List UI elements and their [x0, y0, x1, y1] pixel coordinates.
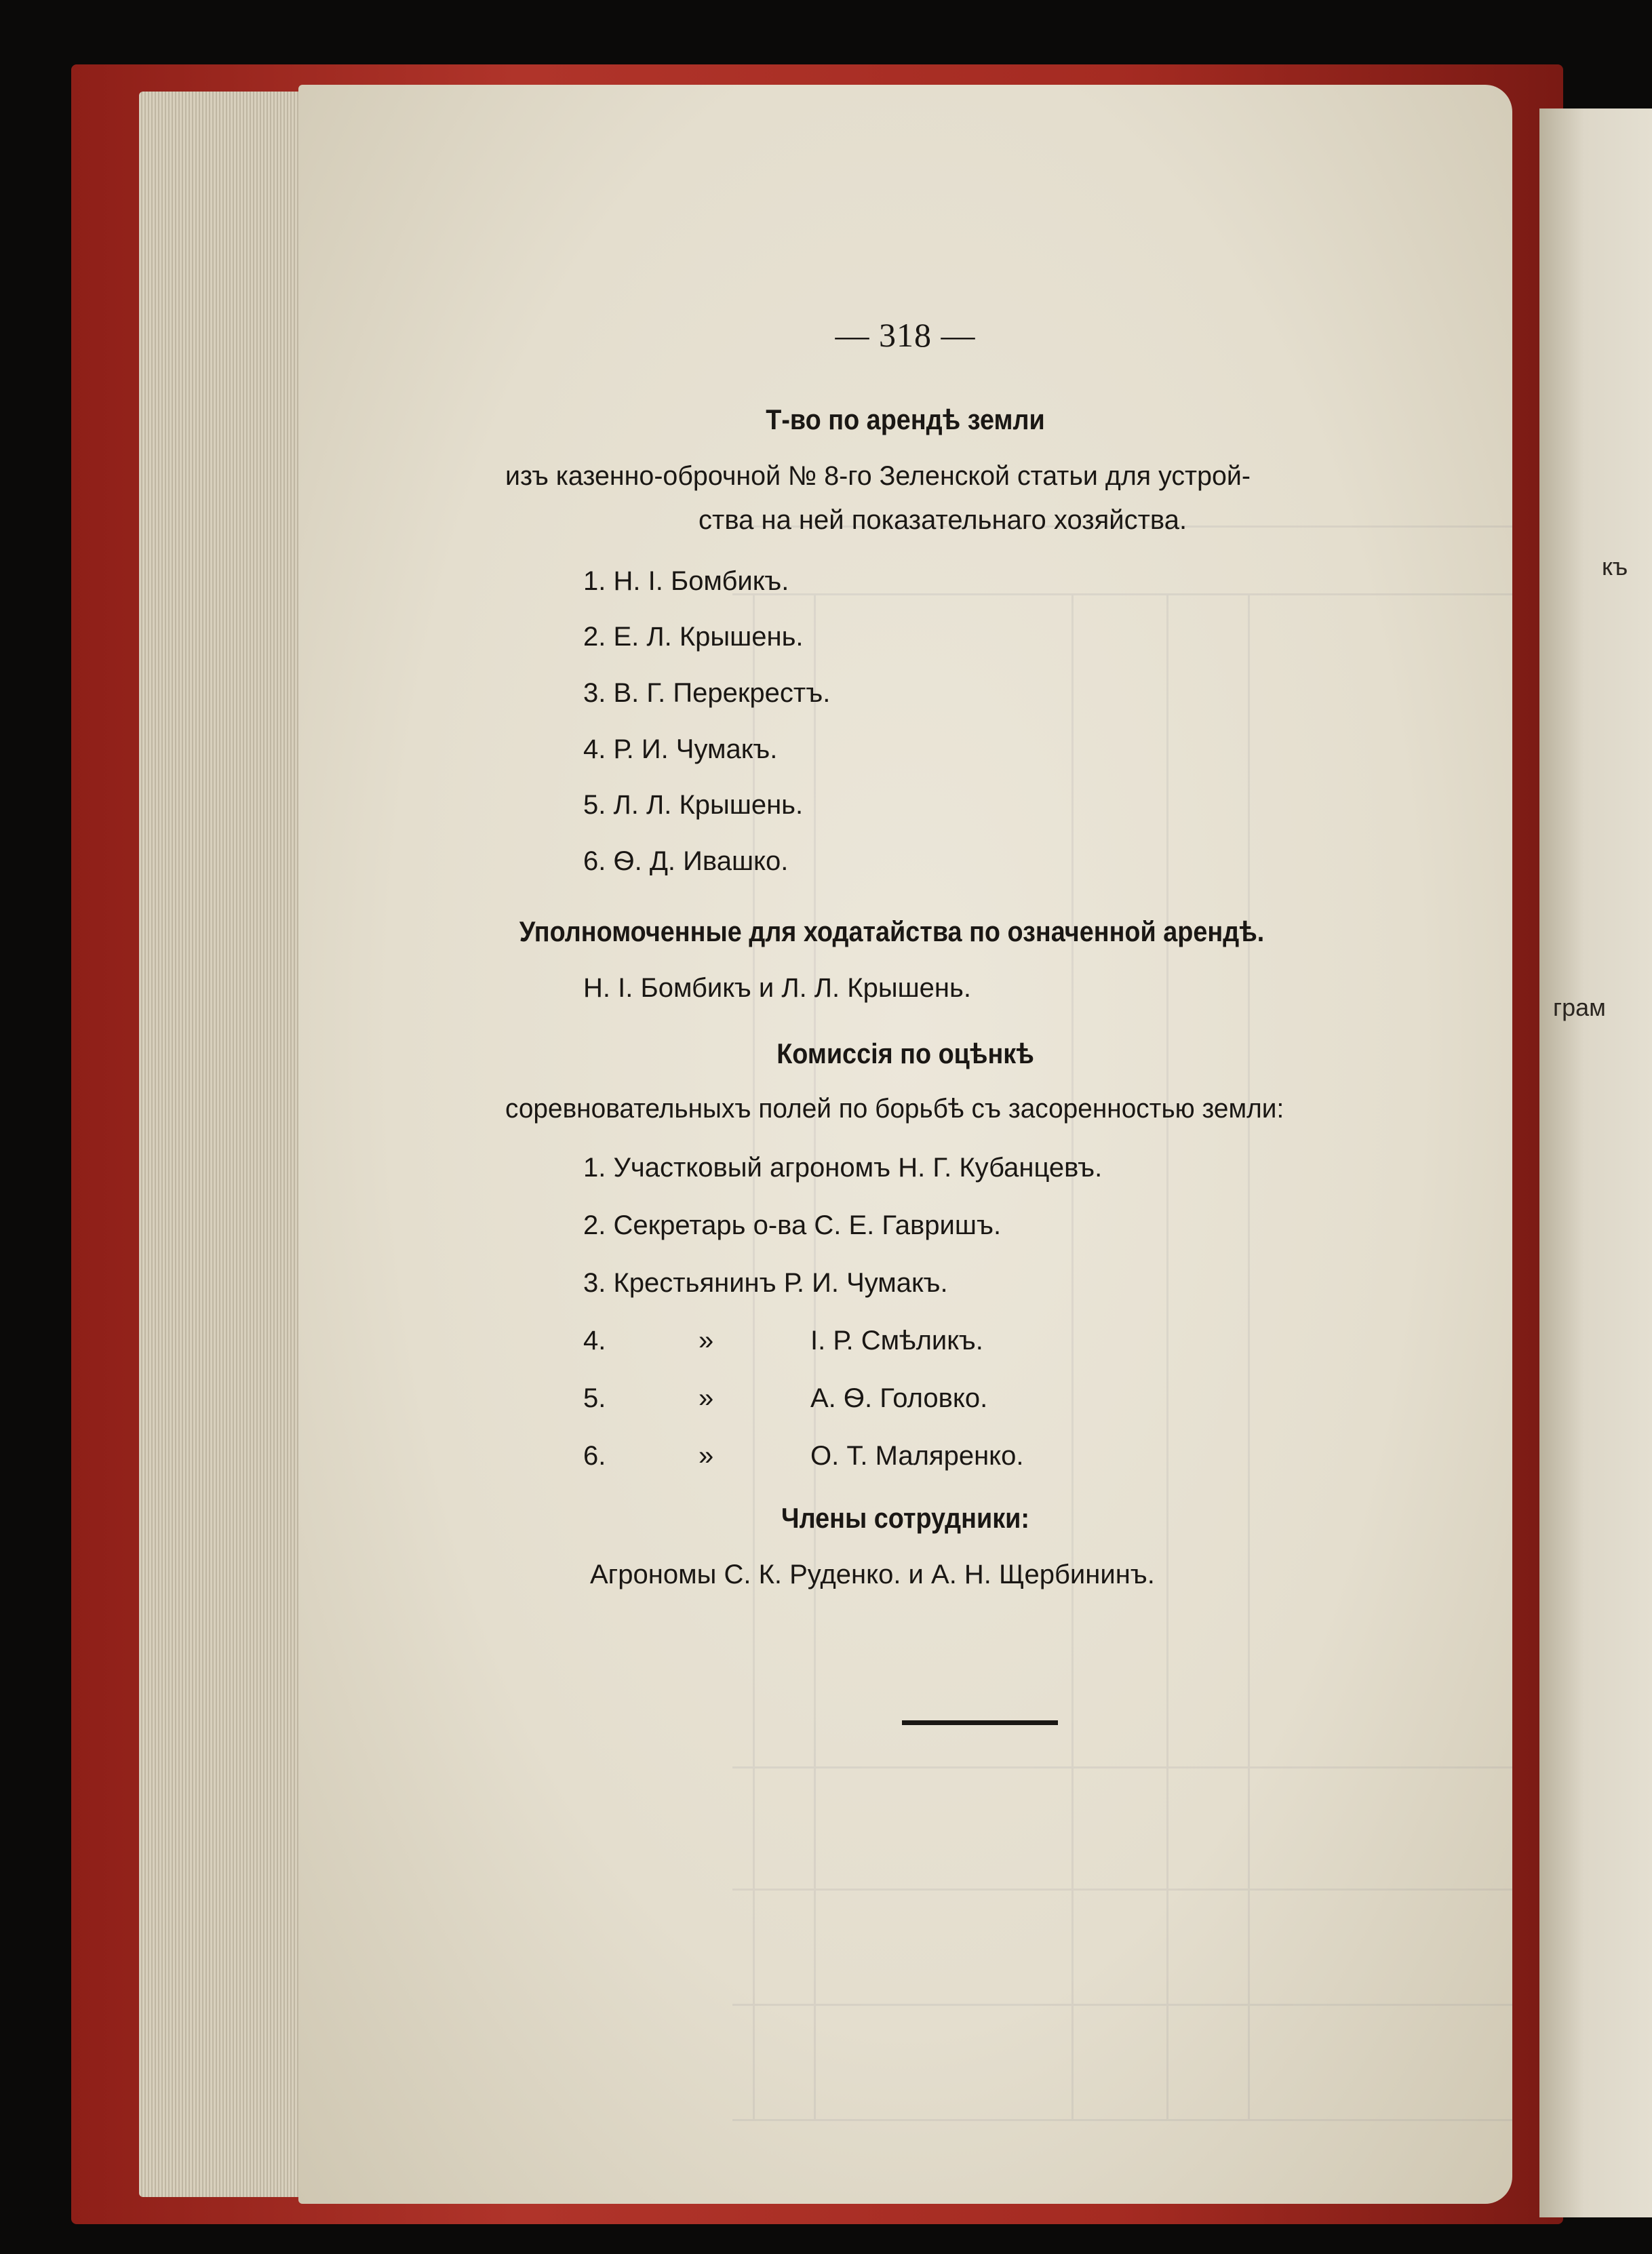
list-item: 5. Л. Л. Крышень.: [583, 790, 804, 820]
facing-page-fragment-1: къ: [1602, 553, 1628, 580]
list-item: 5. » А. Ѳ. Головко.: [583, 1383, 988, 1413]
list-item: 4. Р. И. Чумакъ.: [583, 734, 778, 764]
list-item: 1. Участковый агрономъ Н. Г. Кубанцевъ.: [583, 1153, 1103, 1183]
section-heading-commission: Комиссія по оцѣнкѣ: [776, 1037, 1034, 1069]
section-intro-line-1: изъ казенно-оброчной № 8-го Зеленской статьи для устрой-: [505, 461, 1251, 491]
facing-page-fragment-2: грам: [1553, 993, 1606, 1021]
list-item: 6. » О. Т. Маляренко.: [583, 1441, 1024, 1471]
list-item: 3. Крестьянинъ Р. И. Чумакъ.: [583, 1268, 948, 1298]
list-item: 6. Ѳ. Д. Ивашко.: [583, 846, 789, 876]
representatives-line: Н. І. Бомбикъ и Л. Л. Крышень.: [583, 973, 971, 1003]
list-item: 2. Секретарь о-ва С. Е. Гавришъ.: [583, 1210, 1002, 1240]
section-heading-representatives: Уполномоченные для ходатайства по означенной арендѣ.: [519, 915, 1265, 947]
closing-rule: [902, 1720, 1058, 1725]
page-edges: [139, 92, 309, 2197]
section-heading-lease: Т-во по арендѣ земли: [766, 403, 1045, 435]
section-intro-line-2: ства на ней показательнаго хозяйства.: [699, 505, 1187, 535]
list-item: 1. Н. І. Бомбикъ.: [583, 566, 789, 596]
list-item: 2. Е. Л. Крышень.: [583, 622, 804, 652]
book-page: [298, 85, 1512, 2204]
staff-line: Агрономы С. К. Руденко. и А. Н. Щербининъ.: [590, 1560, 1155, 1589]
list-item: 3. В. Г. Перекрестъ.: [583, 678, 831, 708]
commission-intro-line: соревновательныхъ полей по борьбѣ съ засоренностью земли:: [505, 1094, 1284, 1124]
facing-page: [1539, 108, 1652, 2217]
page-number: — 318 —: [835, 316, 976, 354]
section-heading-staff: Члены сотрудники:: [781, 1502, 1029, 1534]
list-item: 4. » І. Р. Смѣликъ.: [583, 1326, 983, 1356]
